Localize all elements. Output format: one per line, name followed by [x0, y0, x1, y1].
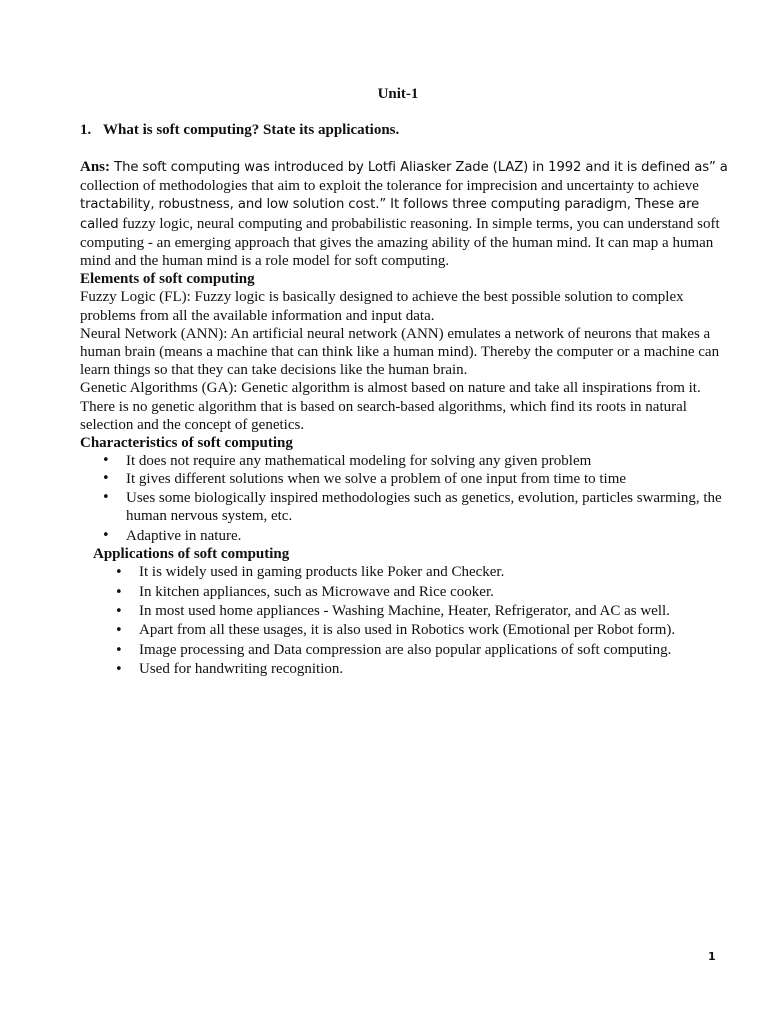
list-item: • It gives different solutions when we solve a problem of one input from time to time: [80, 470, 735, 488]
answer-body: [80, 158, 735, 679]
document-title: Unit-1: [377, 86, 419, 102]
page-number: 1: [708, 950, 716, 963]
list-item: • In kitchen appliances, such as Microwave and Rice cooker.: [80, 583, 735, 602]
question-number: 1.: [80, 122, 92, 138]
element-fuzzy-logic: Fuzzy Logic (FL): Fuzzy logic is basically designed to achieve the best possible solution to complex problems from all the available information and input data.: [80, 289, 684, 324]
characteristics-list: [80, 452, 735, 545]
list-item: • It is widely used in gaming products like Poker and Checker.: [80, 563, 735, 582]
list-item: • It does not require any mathematical modeling for solving any given problem: [80, 452, 735, 470]
list-item: • In most used home appliances - Washing Machine, Heater, Refrigerator, and AC as well.: [80, 602, 735, 621]
answer-intro-paragraph: [80, 158, 735, 270]
list-item: • Apart from all these usages, it is also used in Robotics work (Emotional per Robot form).: [80, 621, 735, 640]
answer-intro-part3: tractability, robustness, and low solution cost.” It follows three computing paradigm, These are called: [80, 197, 700, 232]
element-genetic-algorithms: Genetic Algorithms (GA): Genetic algorithm is almost based on nature and take all inspirations from it. There is no genetic algorithm that is based on search-based algorithms, which find its roots in natural selection and the concept of genetics.: [80, 380, 701, 433]
question-heading: [80, 122, 399, 139]
list-item: • Adaptive in nature.: [80, 527, 735, 545]
applications-heading: Applications of soft computing: [93, 546, 290, 563]
answer-intro-part1: The soft computing was introduced by Lotfi Aliasker Zade (LAZ) in 1992 and it is defined as” a: [110, 160, 728, 175]
applications-list: [80, 563, 735, 679]
answer-intro-part4: fuzzy logic, neural computing and probabilistic reasoning. In simple terms, you can understand soft computing - an emerging approach that gives the amazing ability of the human mind. It can map a human mind and the human mind is a role model for soft computing.: [80, 215, 720, 270]
characteristics-heading: Characteristics of soft computing: [80, 435, 293, 452]
list-item: • Used for handwriting recognition.: [80, 660, 735, 679]
element-neural-network: Neural Network (ANN): An artificial neural network (ANN) emulates a network of neurons that makes a human brain (means a machine that can think like a human mind). Thereby the computer or a machine can learn things so that they can take decisions like the human brain.: [80, 325, 720, 379]
answer-intro-part2: collection of methodologies that aim to exploit the tolerance for imprecision and uncertainty to achieve: [80, 178, 699, 195]
answer-label: Ans:: [80, 159, 111, 175]
question-text: What is soft computing? State its applications.: [103, 122, 400, 138]
list-item: • Image processing and Data compression are also popular applications of soft computing.: [80, 641, 735, 660]
elements-heading: Elements of soft computing: [80, 271, 255, 288]
list-item: • Uses some biologically inspired methodologies such as genetics, evolution, particles swarming, the human nervous system, etc.: [80, 489, 735, 525]
